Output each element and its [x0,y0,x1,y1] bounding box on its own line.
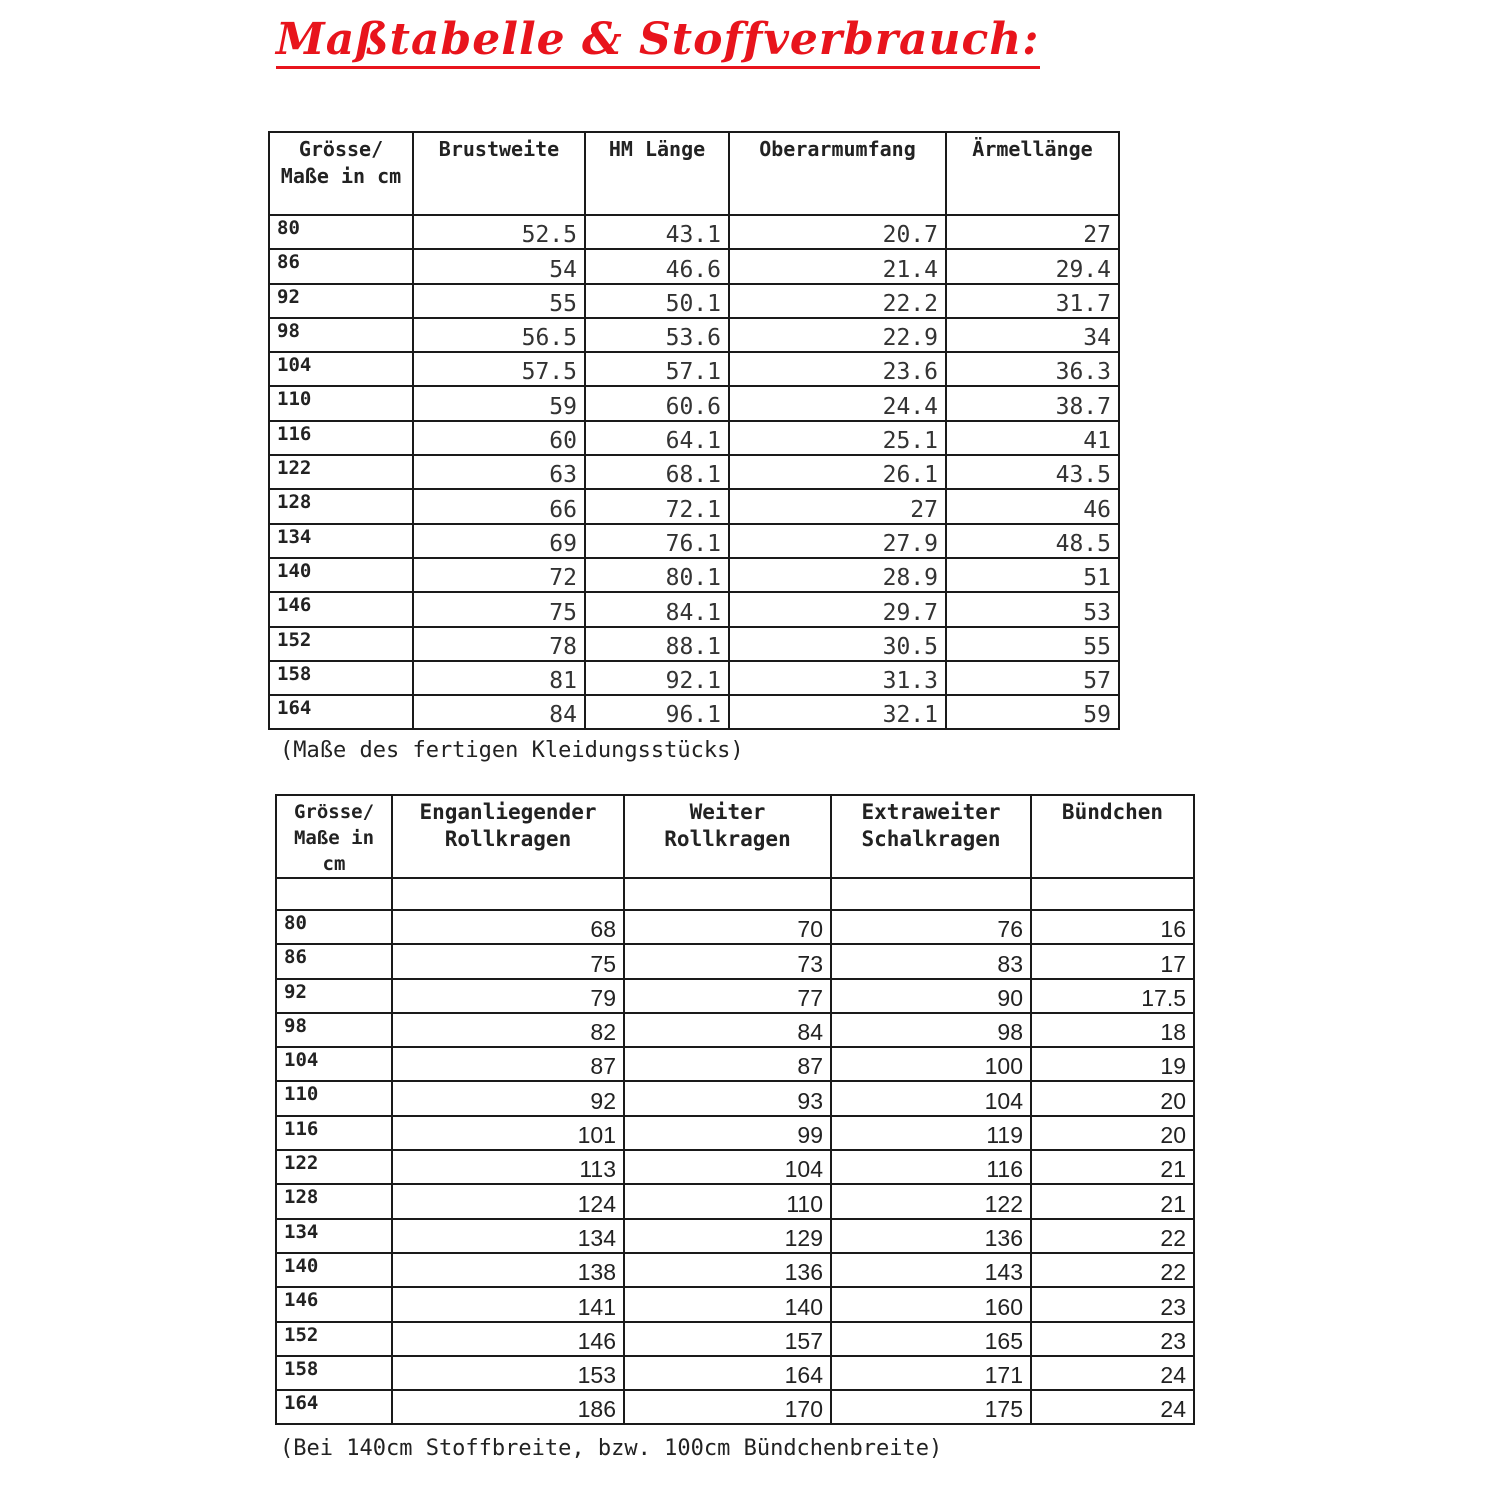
size-cell: 122 [269,455,413,489]
value-cell: 69 [413,524,585,558]
value-cell: 43.5 [946,455,1119,489]
value-cell: 23 [1031,1322,1194,1356]
value-cell: 98 [831,1013,1031,1047]
value-cell: 104 [624,1150,831,1184]
value-cell: 64.1 [585,421,729,455]
table-row [276,1081,1194,1115]
value-cell: 41 [946,421,1119,455]
measurement-table [268,131,1120,730]
value-cell: 104 [831,1081,1031,1115]
table-row [269,421,1119,455]
value-cell: 60 [413,421,585,455]
value-cell: 55 [413,284,585,318]
value-cell: 134 [392,1219,624,1253]
table-row [276,1356,1194,1390]
value-cell: 153 [392,1356,624,1390]
value-cell: 52.5 [413,215,585,249]
value-cell: 57.5 [413,352,585,386]
value-cell: 73 [624,944,831,978]
value-cell: 138 [392,1253,624,1287]
value-cell: 21 [1031,1150,1194,1184]
table-row [276,1390,1194,1424]
value-cell: 31.7 [946,284,1119,318]
value-cell: 171 [831,1356,1031,1390]
size-cell: 80 [269,215,413,249]
value-cell: 88.1 [585,627,729,661]
value-cell: 84 [413,695,585,729]
value-cell: 136 [624,1253,831,1287]
table-row [269,695,1119,729]
size-cell: 158 [276,1356,392,1390]
value-cell: 70 [624,910,831,944]
value-cell: 141 [392,1287,624,1321]
size-cell: 86 [269,249,413,283]
value-cell: 43.1 [585,215,729,249]
value-cell: 143 [831,1253,1031,1287]
column-header: HM Länge [585,132,729,215]
fabric-consumption-table [275,794,1195,1425]
value-cell: 38.7 [946,386,1119,420]
table-row [276,1219,1194,1253]
size-cell: 164 [269,695,413,729]
value-cell: 56.5 [413,318,585,352]
table-row [276,1150,1194,1184]
table-row [276,1047,1194,1081]
value-cell: 170 [624,1390,831,1424]
empty-cell [831,878,1031,910]
column-header: Extraweiter Schalkragen [831,795,1031,878]
size-cell: 92 [269,284,413,318]
table-row [269,592,1119,626]
table-header-row [276,795,1194,878]
table-row [269,524,1119,558]
table-row [269,249,1119,283]
table-note: (Bei 140cm Stoffbreite, bzw. 100cm Bündchenbreite) [280,1436,943,1461]
value-cell: 53 [946,592,1119,626]
blank-row [276,878,1194,910]
value-cell: 82 [392,1013,624,1047]
value-cell: 66 [413,489,585,523]
value-cell: 92.1 [585,661,729,695]
value-cell: 77 [624,979,831,1013]
size-cell: 134 [269,524,413,558]
table-row [276,1287,1194,1321]
value-cell: 59 [946,695,1119,729]
size-cell: 104 [269,352,413,386]
value-cell: 32.1 [729,695,946,729]
empty-cell [392,878,624,910]
value-cell: 27 [946,215,1119,249]
value-cell: 22 [1031,1253,1194,1287]
value-cell: 21.4 [729,249,946,283]
value-cell: 18 [1031,1013,1194,1047]
value-cell: 60.6 [585,386,729,420]
value-cell: 57.1 [585,352,729,386]
value-cell: 29.4 [946,249,1119,283]
value-cell: 51 [946,558,1119,592]
size-cell: 158 [269,661,413,695]
value-cell: 175 [831,1390,1031,1424]
value-cell: 76.1 [585,524,729,558]
value-cell: 136 [831,1219,1031,1253]
table-row [276,1253,1194,1287]
value-cell: 53.6 [585,318,729,352]
value-cell: 22.2 [729,284,946,318]
value-cell: 50.1 [585,284,729,318]
value-cell: 20.7 [729,215,946,249]
value-cell: 27 [729,489,946,523]
value-cell: 17 [1031,944,1194,978]
value-cell: 124 [392,1184,624,1218]
size-cell: 146 [276,1287,392,1321]
size-cell: 140 [269,558,413,592]
table-row [269,386,1119,420]
value-cell: 140 [624,1287,831,1321]
column-header: Grösse/ Maße in cm [276,795,392,878]
value-cell: 46.6 [585,249,729,283]
size-cell: 110 [269,386,413,420]
size-cell: 80 [276,910,392,944]
value-cell: 87 [624,1047,831,1081]
size-cell: 104 [276,1047,392,1081]
empty-cell [624,878,831,910]
table-note: (Maße des fertigen Kleidungsstücks) [280,738,744,763]
value-cell: 20 [1031,1116,1194,1150]
value-cell: 20 [1031,1081,1194,1115]
value-cell: 75 [392,944,624,978]
size-cell: 116 [269,421,413,455]
value-cell: 113 [392,1150,624,1184]
size-cell: 116 [276,1116,392,1150]
value-cell: 59 [413,386,585,420]
value-cell: 87 [392,1047,624,1081]
value-cell: 96.1 [585,695,729,729]
value-cell: 25.1 [729,421,946,455]
column-header: Oberarmumfang [729,132,946,215]
column-header: Grösse/ Maße in cm [269,132,413,215]
value-cell: 23 [1031,1287,1194,1321]
table-row [269,318,1119,352]
value-cell: 157 [624,1322,831,1356]
value-cell: 92 [392,1081,624,1115]
value-cell: 63 [413,455,585,489]
value-cell: 28.9 [729,558,946,592]
value-cell: 79 [392,979,624,1013]
table-row [276,979,1194,1013]
table-row [269,558,1119,592]
size-cell: 152 [269,627,413,661]
value-cell: 24.4 [729,386,946,420]
value-cell: 16 [1031,910,1194,944]
table-row [269,627,1119,661]
value-cell: 160 [831,1287,1031,1321]
value-cell: 146 [392,1322,624,1356]
table-row [269,661,1119,695]
value-cell: 24 [1031,1356,1194,1390]
value-cell: 19 [1031,1047,1194,1081]
table-row [276,910,1194,944]
table-row [269,455,1119,489]
value-cell: 22 [1031,1219,1194,1253]
value-cell: 84 [624,1013,831,1047]
table-row [276,1013,1194,1047]
table-row [276,1184,1194,1218]
value-cell: 186 [392,1390,624,1424]
value-cell: 21 [1031,1184,1194,1218]
empty-cell [276,878,392,910]
size-cell: 152 [276,1322,392,1356]
size-cell: 140 [276,1253,392,1287]
value-cell: 81 [413,661,585,695]
value-cell: 101 [392,1116,624,1150]
value-cell: 31.3 [729,661,946,695]
size-cell: 98 [276,1013,392,1047]
table-row [269,352,1119,386]
size-cell: 110 [276,1081,392,1115]
table-row [269,215,1119,249]
size-cell: 86 [276,944,392,978]
value-cell: 29.7 [729,592,946,626]
value-cell: 99 [624,1116,831,1150]
size-cell: 134 [276,1219,392,1253]
size-cell: 164 [276,1390,392,1424]
size-cell: 122 [276,1150,392,1184]
value-cell: 34 [946,318,1119,352]
value-cell: 122 [831,1184,1031,1218]
value-cell: 30.5 [729,627,946,661]
value-cell: 83 [831,944,1031,978]
size-cell: 98 [269,318,413,352]
table-row [269,284,1119,318]
value-cell: 119 [831,1116,1031,1150]
value-cell: 22.9 [729,318,946,352]
value-cell: 68.1 [585,455,729,489]
empty-cell [1031,878,1194,910]
table-header-row [269,132,1119,215]
size-cell: 92 [276,979,392,1013]
value-cell: 76 [831,910,1031,944]
value-cell: 36.3 [946,352,1119,386]
value-cell: 90 [831,979,1031,1013]
value-cell: 93 [624,1081,831,1115]
value-cell: 72.1 [585,489,729,523]
table-row [276,1116,1194,1150]
column-header: Ärmellänge [946,132,1119,215]
value-cell: 68 [392,910,624,944]
column-header: Bündchen [1031,795,1194,878]
value-cell: 23.6 [729,352,946,386]
column-header: Brustweite [413,132,585,215]
column-header: Weiter Rollkragen [624,795,831,878]
value-cell: 27.9 [729,524,946,558]
table-row [269,489,1119,523]
value-cell: 78 [413,627,585,661]
value-cell: 46 [946,489,1119,523]
value-cell: 48.5 [946,524,1119,558]
column-header: Enganliegender Rollkragen [392,795,624,878]
value-cell: 129 [624,1219,831,1253]
size-cell: 146 [269,592,413,626]
value-cell: 164 [624,1356,831,1390]
size-cell: 128 [269,489,413,523]
value-cell: 80.1 [585,558,729,592]
size-cell: 128 [276,1184,392,1218]
value-cell: 17.5 [1031,979,1194,1013]
value-cell: 24 [1031,1390,1194,1424]
value-cell: 57 [946,661,1119,695]
value-cell: 55 [946,627,1119,661]
value-cell: 165 [831,1322,1031,1356]
table-row [276,1322,1194,1356]
value-cell: 72 [413,558,585,592]
value-cell: 84.1 [585,592,729,626]
value-cell: 54 [413,249,585,283]
value-cell: 75 [413,592,585,626]
table-row [276,944,1194,978]
value-cell: 110 [624,1184,831,1218]
page-title: Maßtabelle & Stoffverbrauch: [276,14,1040,69]
value-cell: 26.1 [729,455,946,489]
value-cell: 116 [831,1150,1031,1184]
value-cell: 100 [831,1047,1031,1081]
